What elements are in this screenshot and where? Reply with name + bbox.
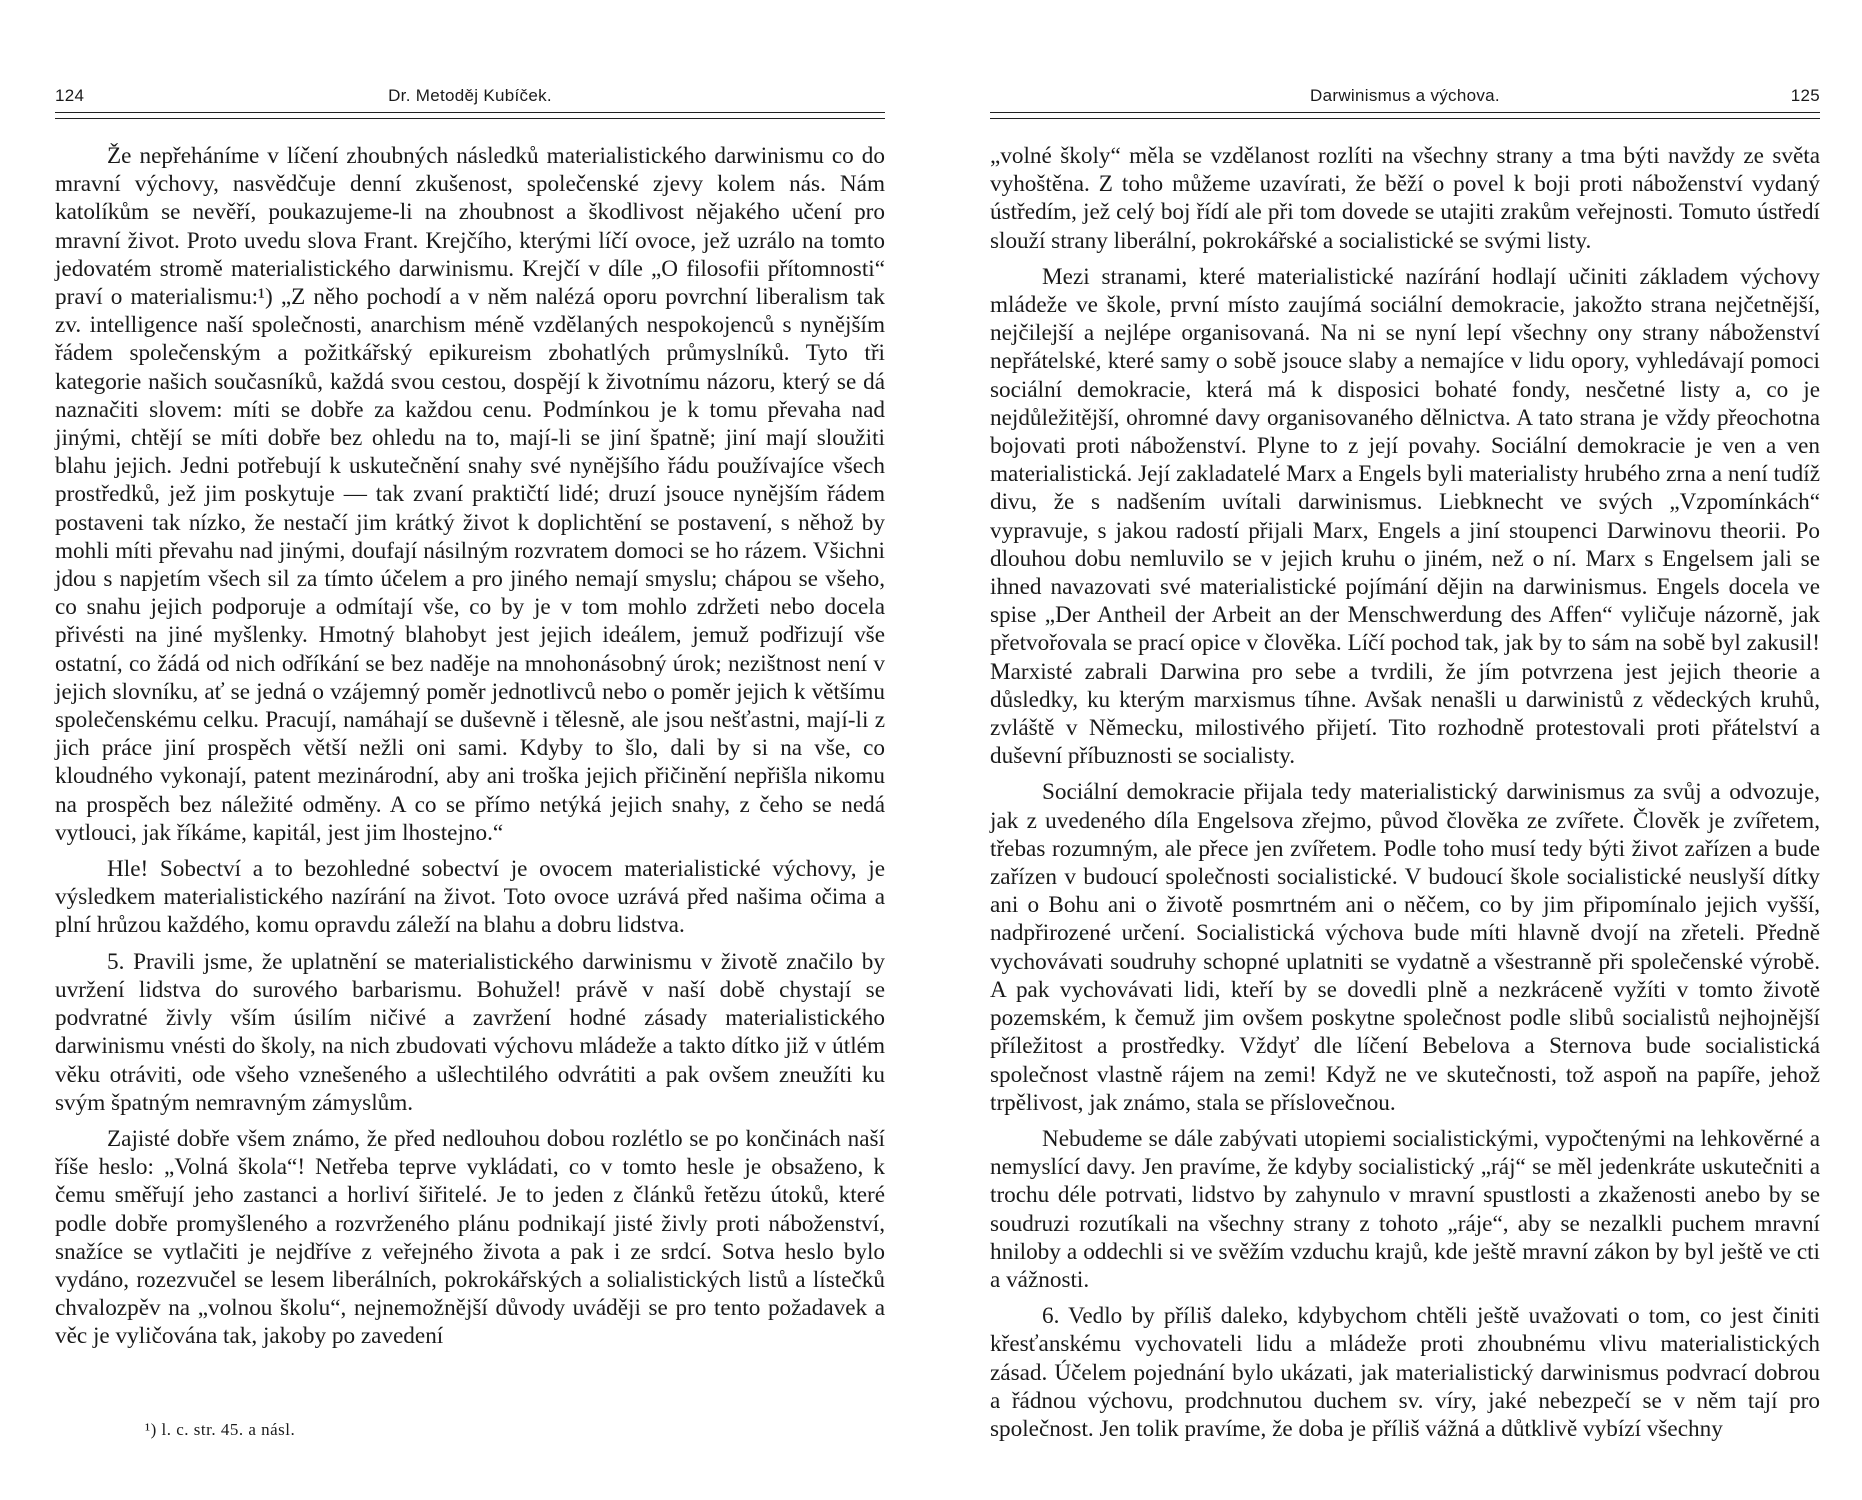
paragraph: Nebudeme se dále zabývati utopiemi socialistickými, vypočtenými na lehkověrné a nemyslící davy. Jen pravíme, že kdyby socialistický „ráj“ se měl jedenkráte uskutečniti a trochu déle potrvati, lidstvo by zahynulo v mravní spustlosti a zkaženosti anebo by se soudruzi rozutíkali na všechny strany z tohoto „ráje“, aby se nezalkli puchem mravní hniloby a oddechli si ve svěžím vzduchu krajů, kde ještě mravní zákon by byl ještě ve cti a vážnosti. [990,1125,1820,1293]
paragraph: 5. Pravili jsme, že uplatnění se materialistického darwinismu v životě značilo by uvržení lidstva do surového barbarismu. Bohužel! právě v naší době chystají se podvratné živly vším úsilím ničivé a zavržení hodné zásady materialistického darwinismu vnésti do školy, na nich zbudovati výchovu mládeže a takto dítko již v útlém věku otráviti, ode všeho vznešeného a ušlechtilého odvrátiti a pak ovšem zneužíti ku svým špatným nemravným zámyslům. [55,948,885,1116]
paragraph: Sociální demokracie přijala tedy materialistický darwinismus za svůj a odvozuje, jak z uvedeného díla Engelsova zřejmo, původ člověka ze zvířete. Člověk je zvířetem, třebas rozumným, ale přece jen zvířetem. Podle toho musí tedy býti život zařízen a bude zařízen v budoucí společnosti socialistické. V budoucí škole socialistické neuslyší dítky ani o Bohu ani o životě posmrtném ani o něčem, co by jim připomínalo jejich vyšší, nadpřirozené určení. Socialistická výchova bude míti hlavně dvojí na zřeteli. Předně vychovávati soudruhy schopné uplatniti se vydatně a všestranně při společenské výrobě. A pak vychovávati lidi, kteří by se dovedli plně a nezkráceně vyžíti v tomto životě pozemském, k čemuž jim ovšem poskytne společnost podle slibů socialistů nejhojnější příležitost a prostředky. Vždyť dle líčení Bebelova a Sternova bude socialistická společnost vlastně rájem na zemi! Když ne ve skutečnosti, tož aspoň na papíře, jehož trpělivost, jak známo, stala se příslovečnou. [990,779,1820,1116]
left-page [55,0,885,1500]
body-text [55,142,885,1351]
running-title: Dr. Metoděj Kubíček. [388,86,552,105]
page-number: 125 [1790,86,1820,105]
right-page [990,0,1820,1500]
paragraph: Že nepřeháníme v líčení zhoubných následků materialistického darwinismu co do mravní výchovy, nasvědčuje denní zkušenost, společenské zjevy kolem nás. Nám katolíkům se nevěří, poukazujeme-li na zhoubnost a škodlivost nějakého učení pro mravní život. Proto uvedu slova Frant. Krejčího, kterými líčí ovoce, jež uzrálo na tomto jedovatém stromě materialistického darwinismu. Krejčí v díle „O filosofii přítomnosti“ praví o materialismu:¹) „Z něho pochodí a v něm nalézá oporu povrchní liberalism tak zv. intelligence naší společnosti, anarchism méně vzdělaných nespokojenců s nynějším řádem společenským a požitkářský epikureism zbohatlých průmyslníků. Tyto tři kategorie našich současníků, každá svou cestou, dospějí k životnímu názoru, který se dá naznačiti slovem: míti se dobře za každou cenu. Podmínkou je k tomu převaha nad jinými, chtějí se míti dobře bez ohledu na to, mají-li se jiní špatně; jiní mají sloužiti blahu jejich. Jedni potřebují k uskutečnění snahy své nynějšího řádu používajíce všech prostředků, jež jim poskytuje — tak zvaní praktičtí lidé; druzí jsouce nynějším řádem postaveni tak nízko, že nestačí jim krátký život k doplichtění se postavení, s něhož by mohli míti převahu nad jinými, doufají násilným rozvratem domoci se ho rázem. Všichni jdou s napjetím všech sil za tímto účelem a pro jiného nemají smyslu; chápou se všeho, co snahu jejich podporuje a odmítají vše, co by je v tom mohlo zdržeti nebo docela přivésti na jiné myšlenky. Hmotný blahobyt jest jejich ideálem, jemuž podřizují vše ostatní, co žádá od nich odříkání se bez naděje na mnohonásobný úrok; nezištnost není v jejich slovníku, ať se jedná o vzájemný poměr jednotlivců nebo o poměr jejich k většímu společenskému celku. Pracují, namáhají se duševně i tělesně, ale jsou nešťastni, mají-li z jich práce jiní prospěch větší nežli oni sami. Kdyby to šlo, dali by si na vše, co kloudného vykonají, patent mezinárodní, aby ani troška jejich přičinění nepřišla nikomu na prospěch bez náležité odměny. A co se přímo netýká jejich snahy, z čeho se nedá vytlouci, jak říkáme, kapitál, jest jim lhostejno.“ [55,143,885,846]
header-rule [990,112,1820,119]
paragraph: „volné školy“ měla se vzdělanost rozlíti na všechny strany a tma býti navždy ze světa vyhoštěna. Z toho můžeme uzavírati, že běží o povel k boji proti náboženství vydaný ústředím, jež celý boj řídí ale při tom dovede se utajiti zrakům veřejnosti. Tomuto ústředí slouží strany liberální, pokrokářské a socialistické se svými listy. [990,143,1820,254]
running-head [55,86,885,112]
header-rule [55,112,885,119]
paragraph: Zajisté dobře všem známo, že před nedlouhou dobou rozlétlo se po končinách naší říše heslo: „Volná škola“! Netřeba teprve vykládati, co v tomto hesle je obsaženo, k čemu směřují jeho zastanci a horliví šiřitelé. Je to jeden z článků řetězu útoků, které podle dobře promyšleného a rozvrženého plánu podnikají jisté živly proti náboženství, snažíce se vytlačiti je nejdříve z veřejného života a pak i ze srdcí. Sotva heslo bylo vydáno, rozezvučel se lesem liberálních, pokrokářských a solialistických listů a lístečků chvalozpěv na „volnou školu“, nejnemožnější důvody uváději se pro tento požadavek a věc je vyličována tak, jakoby po zavedení [55,1125,885,1350]
page-number: 124 [55,86,85,105]
paragraph: 6. Vedlo by příliš daleko, kdybychom chtěli ještě uvažovati o tom, co jest činiti křesťanskému vychovateli lidu a mládeže proti zhoubnému vlivu materialistických zásad. Účelem pojednání bylo ukázati, jak materialistický darwinismus podvrací dobrou a řádnou výchovu, prodchnutou duchem sv. víry, jaké nebezpečí se v něm tají pro společnost. Jen tolik pravíme, že doba je příliš vážná a důtklivě vybízí všechny [990,1303,1820,1442]
running-head [990,86,1820,112]
running-title: Darwinismus a výchova. [1310,86,1500,105]
footnote: ¹) l. c. str. 45. a násl. [145,1420,296,1439]
paragraph: Hle! Sobectví a to bezohledné sobectví je ovocem materialistické výchovy, je výsledkem materialistického nazírání na život. Toto ovoce uzrává před našima očima a plní hrůzou každého, komu opravdu záleží na blahu a dobru lidstva. [55,856,885,939]
paragraph: Mezi stranami, které materialistické nazírání hodlají učiniti základem výchovy mládeže ve škole, první místo zaujímá sociální demokracie, jakožto strana nejčetnější, nejčilejší a nejlépe organisovaná. Na ni se nyní lepí všechny ony strany náboženství nepřátelské, které samy o sobě jsouce slaby a nemajíce v lidu opory, vyhledávají pomoci sociální demokracie, která má k disposici bohaté fondy, nesčetné listy a, co je nejdůležitější, ohromné davy organisovaného dělnictva. A tato strana je vždy přeochotna bojovati proti náboženství. Plyne to z její povahy. Sociální demokracie je ven a ven materialistická. Její zakladatelé Marx a Engels byli materialisty hrubého zrna a není tudíž divu, že s nadšením uvítali darwinismus. Liebknecht ve svých „Vzpomínkách“ vypravuje, s jakou radostí přijali Marx, Engels a jiní stoupenci Darwinovu theorii. Po dlouhou dobu nemluvilo se v jejich kruhu o jiném, než o ní. Marx s Engelsem jali se ihned navazovati své materialistické pojímání dějin na darwinismus. Engels docela ve spise „Der Antheil der Arbeit an der Menschwerdung des Affen“ vyličuje názorně, jak přetvořovala se prací opice v člověka. Líčí pochod tak, jak by to sám na sobě byl zakusil! Marxisté zabrali Darwina pro sebe a tvrdili, že jím potvrzena jest jejich theorie a důsledky, ku kterým marxismus tíhne. Avšak nenašli u darwinistů z vědeckých kruhů, zvláště v Německu, milostivého přijetí. Tito rozhodně protestovali proti přátelství a duševní příbuznosti se socialisty. [990,263,1820,770]
body-text [990,142,1820,1443]
